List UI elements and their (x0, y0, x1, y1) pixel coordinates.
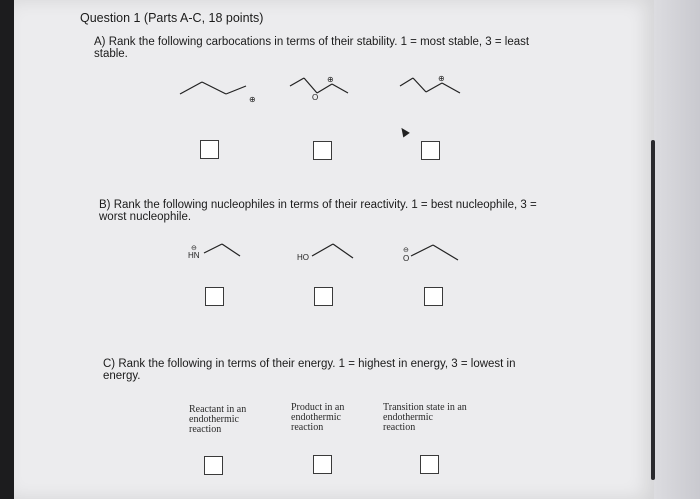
carbocation-1 (180, 80, 270, 120)
rank-box-b3[interactable] (424, 287, 443, 306)
oxygen-atom-label: O (403, 254, 410, 263)
scrollbar[interactable] (651, 140, 655, 480)
positive-charge-icon: ⊕ (327, 75, 334, 84)
part-a-prompt: A) Rank the following carbocations in terms of their stability. 1 = most stable, 3 = least stable. (94, 36, 530, 60)
part-b-prompt: B) Rank the following nucleophiles in terms of their reactivity. 1 = best nucleophile, 3 = worst nucleophile. (99, 199, 537, 223)
question-title: Question 1 (Parts A-C, 18 points) (80, 11, 264, 25)
rank-box-c1[interactable] (204, 456, 223, 475)
negative-charge-icon: ⊖ (191, 245, 197, 252)
rank-box-a1[interactable] (200, 140, 219, 159)
part-c-prompt: C) Rank the following in terms of their energy. 1 = highest in energy, 3 = lowest in energy. (103, 358, 516, 382)
positive-charge-icon: ⊕ (249, 95, 256, 104)
right-panel (654, 0, 700, 499)
negative-charge-icon: ⊖ (403, 247, 409, 254)
energy-item-transition-state: Transition state in an endothermic reaction (383, 402, 467, 433)
rank-box-c3[interactable] (420, 455, 439, 474)
energy-item-reactant: Reactant in an endothermic reaction (189, 404, 247, 435)
nitrogen-group-label: HN (188, 251, 200, 260)
rank-box-a3[interactable] (421, 141, 440, 160)
carbocation-3 (400, 72, 480, 112)
nucleophile-amide (188, 242, 258, 272)
positive-charge-icon: ⊕ (438, 74, 445, 83)
energy-item-product: Product in an endothermic reaction (291, 402, 345, 433)
rank-box-b1[interactable] (205, 287, 224, 306)
rank-box-c2[interactable] (313, 455, 332, 474)
hydroxyl-group-label: HO (297, 253, 309, 262)
nucleophile-alkoxide (400, 240, 470, 270)
rank-box-a2[interactable] (313, 141, 332, 160)
nucleophile-alcohol (297, 240, 367, 270)
rank-box-b2[interactable] (314, 287, 333, 306)
oxygen-atom: O (312, 93, 319, 102)
carbocation-2 (290, 72, 370, 112)
